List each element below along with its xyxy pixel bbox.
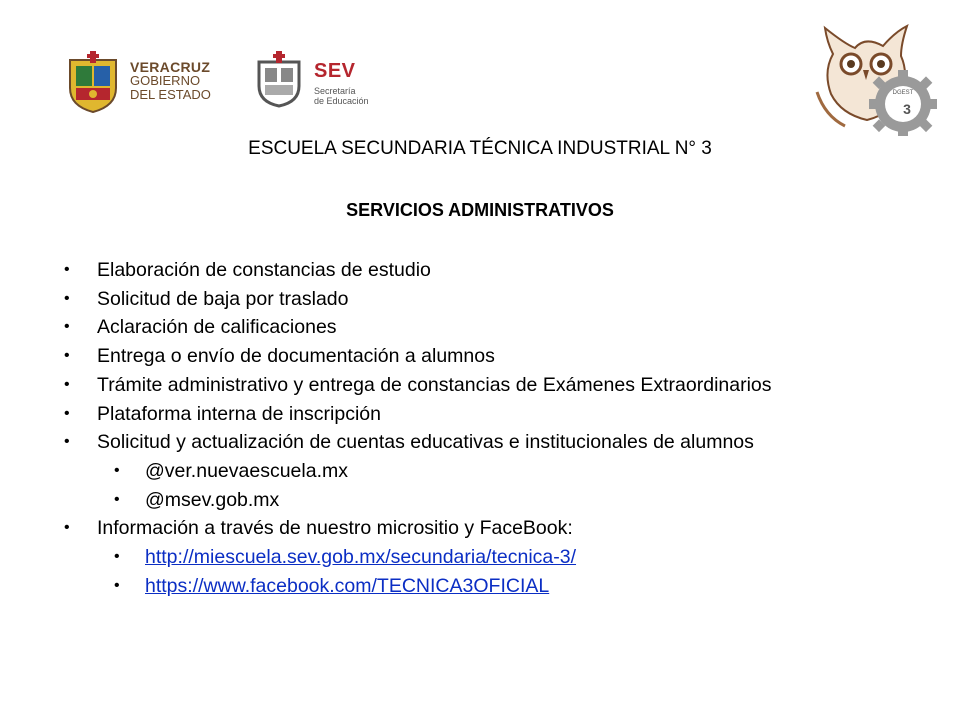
sev-logo-title: SEV bbox=[314, 60, 356, 82]
list-item: • Solicitud de baja por traslado bbox=[64, 285, 944, 314]
list-item: • Plataforma interna de inscripción bbox=[64, 400, 944, 429]
facebook-link[interactable]: https://www.facebook.com/TECNICA3OFICIAL bbox=[145, 574, 550, 597]
school-name: ESCUELA SECUNDARIA TÉCNICA INDUSTRIAL N° 3 bbox=[248, 138, 712, 159]
gear-badge-number: 3 bbox=[903, 101, 911, 117]
sub-list-item-domain: • @ver.nuevaescuela.mx bbox=[64, 457, 944, 486]
sub-list-item-link bbox=[64, 572, 944, 601]
list-item: • Entrega o envío de documentación a alumnos bbox=[64, 342, 944, 371]
veracruz-logo-line1: VERACRUZ bbox=[130, 59, 211, 75]
veracruz-government-logo bbox=[62, 50, 222, 114]
school-owl-gear-logo bbox=[805, 22, 940, 137]
sev-logo bbox=[250, 50, 400, 110]
list-item: • Trámite administrativo y entrega de constancias de Exámenes Extraordinarios bbox=[64, 371, 944, 400]
section-heading: SERVICIOS ADMINISTRATIVOS bbox=[346, 200, 614, 220]
veracruz-logo-line2: GOBIERNO bbox=[130, 73, 201, 88]
sev-shield-icon bbox=[250, 50, 308, 108]
gear-badge-text: DGEST bbox=[892, 90, 914, 96]
veracruz-logo-text bbox=[130, 60, 211, 102]
sev-subtitle-line1: Secretaría bbox=[314, 86, 356, 96]
sev-logo-subtitle bbox=[314, 86, 394, 106]
gear-icon bbox=[869, 70, 937, 136]
sev-subtitle-line2: de Educación bbox=[314, 96, 369, 106]
list-item: • Aclaración de calificaciones bbox=[64, 313, 944, 342]
sub-list-item-link bbox=[64, 543, 944, 572]
list-item: • Solicitud y actualización de cuentas educativas e institucionales de alumnos bbox=[64, 428, 944, 457]
list-item: • Información a través de nuestro micrositio y FaceBook: bbox=[64, 514, 944, 543]
veracruz-logo-line3: DEL ESTADO bbox=[130, 87, 211, 102]
veracruz-shield-icon bbox=[62, 50, 124, 114]
microsite-link[interactable]: http://miescuela.sev.gob.mx/secundaria/tecnica-3/ bbox=[145, 546, 577, 569]
services-list bbox=[64, 256, 944, 600]
sub-list-item-domain: • @msev.gob.mx bbox=[64, 486, 944, 515]
list-item: • Elaboración de constancias de estudio bbox=[64, 256, 944, 285]
